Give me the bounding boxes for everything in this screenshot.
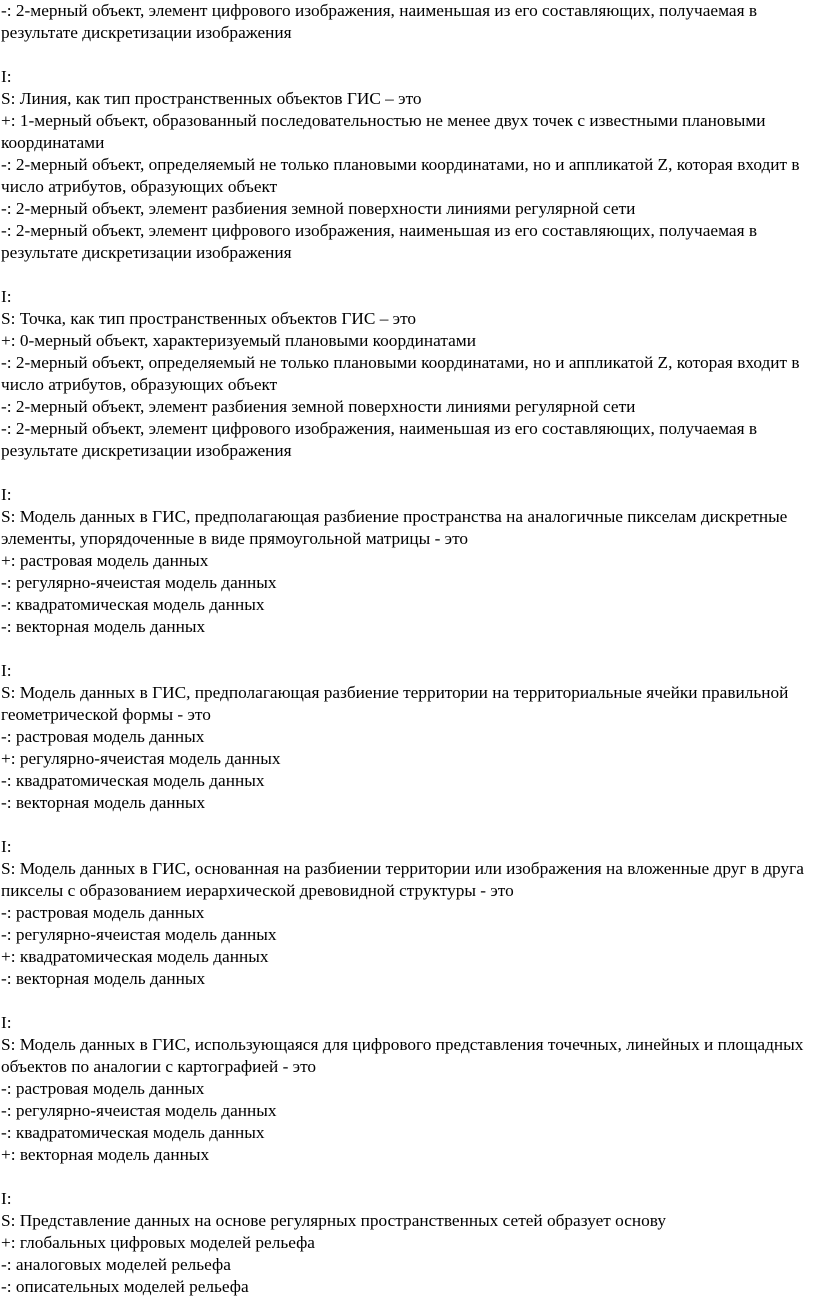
- answer-option: -: квадратомическая модель данных: [1, 771, 265, 790]
- question-marker: I:: [1, 287, 12, 306]
- answer-option: -: векторная модель данных: [1, 617, 206, 636]
- answer-option: +: квадратомическая модель данных: [1, 947, 269, 966]
- question-stem: S: Модель данных в ГИС, основанная на разбиении территории или изображения на вложенные друг в друга пикселы с образованием иерархической древовидной структуры - это: [1, 859, 804, 900]
- answer-option: -: растровая модель данных: [1, 727, 205, 746]
- answer-option: -: регулярно-ячеистая модель данных: [1, 925, 277, 944]
- question-block: [1, 66, 813, 264]
- answer-option: +: 1-мерный объект, образованный последовательностью не менее двух точек с известными плановыми координатами: [1, 111, 766, 152]
- question-stem: S: Модель данных в ГИС, использующаяся для цифрового представления точечных, линейных и площадных объектов по аналогии с картографией - это: [1, 1035, 804, 1076]
- answer-option: -: 2-мерный объект, элемент цифрового изображения, наименьшая из его составляющих, получаемая в результате дискретизации изображения: [1, 221, 758, 262]
- answer-option: -: 2-мерный объект, элемент разбиения земной поверхности линиями регулярной сети: [1, 397, 636, 416]
- spacer: [1, 990, 813, 1012]
- answer-option: -: растровая модель данных: [1, 903, 205, 922]
- spacer: [1, 462, 813, 484]
- answer-option: -: векторная модель данных: [1, 793, 206, 812]
- spacer: [1, 264, 813, 286]
- answer-option: -: квадратомическая модель данных: [1, 595, 265, 614]
- question-marker: I:: [1, 661, 12, 680]
- question-stem: S: Модель данных в ГИС, предполагающая разбиение пространства на аналогичные пикселам дискретные элементы, упорядоченные в виде прямоугольной матрицы - это: [1, 507, 788, 548]
- answer-option: -: 2-мерный объект, определяемый не только плановыми координатами, но и аппликатой Z, которая входит в число атрибутов, образующих объект: [1, 353, 800, 394]
- question-stem: S: Точка, как тип пространственных объектов ГИС – это: [1, 309, 417, 328]
- answer-option: -: 2-мерный объект, элемент разбиения земной поверхности линиями регулярной сети: [1, 199, 636, 218]
- spacer: [1, 44, 813, 66]
- question-block: [1, 660, 813, 814]
- answer-option: -: 2-мерный объект, определяемый не только плановыми координатами, но и аппликатой Z, которая входит в число атрибутов, образующих объект: [1, 155, 800, 196]
- answer-option: -: 2-мерный объект, элемент цифрового изображения, наименьшая из его составляющих, получаемая в результате дискретизации изображения: [1, 419, 758, 460]
- answer-option: +: векторная модель данных: [1, 1145, 210, 1164]
- question-marker: I:: [1, 837, 12, 856]
- question-block: [1, 286, 813, 462]
- answer-option: -: аналоговых моделей рельефа: [1, 1255, 231, 1274]
- answer-option: -: 2-мерный объект, элемент цифрового изображения, наименьшая из его составляющих, получаемая в результате дискретизации изображения: [1, 1, 758, 42]
- answer-option: -: квадратомическая модель данных: [1, 1123, 265, 1142]
- question-stem: S: Линия, как тип пространственных объектов ГИС – это: [1, 89, 422, 108]
- question-block: [1, 1188, 813, 1298]
- answer-option: +: 0-мерный объект, характеризуемый плановыми координатами: [1, 331, 476, 350]
- lead-fragment: [1, 0, 813, 44]
- question-marker: I:: [1, 1013, 12, 1032]
- question-marker: I:: [1, 485, 12, 504]
- answer-option: +: глобальных цифровых моделей рельефа: [1, 1233, 315, 1252]
- question-stem: S: Представление данных на основе регулярных пространственных сетей образует основу: [1, 1211, 666, 1230]
- question-block: [1, 1012, 813, 1166]
- spacer: [1, 638, 813, 660]
- question-block: [1, 836, 813, 990]
- question-marker: I:: [1, 1189, 12, 1208]
- spacer: [1, 814, 813, 836]
- answer-option: -: регулярно-ячеистая модель данных: [1, 1101, 277, 1120]
- question-stem: S: Модель данных в ГИС, предполагающая разбиение территории на территориальные ячейки правильной геометрической формы - это: [1, 683, 789, 724]
- answer-option: -: описательных моделей рельефа: [1, 1277, 249, 1296]
- answer-option: -: регулярно-ячеистая модель данных: [1, 573, 277, 592]
- answer-option: +: растровая модель данных: [1, 551, 209, 570]
- answer-option: -: векторная модель данных: [1, 969, 206, 988]
- answer-option: -: растровая модель данных: [1, 1079, 205, 1098]
- question-marker: I:: [1, 67, 12, 86]
- spacer: [1, 1166, 813, 1188]
- question-block: [1, 484, 813, 638]
- answer-option: +: регулярно-ячеистая модель данных: [1, 749, 281, 768]
